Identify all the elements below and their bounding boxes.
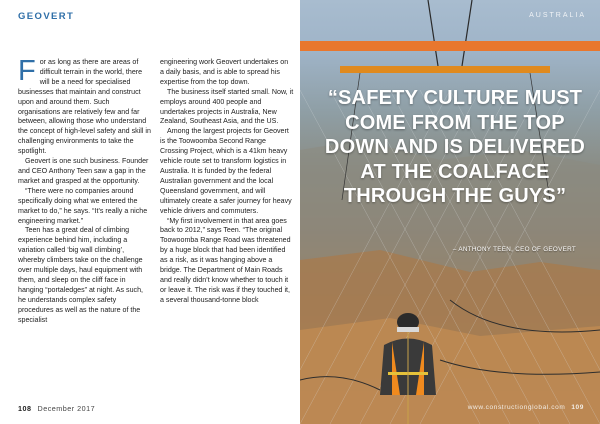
page-footer-right bbox=[468, 404, 584, 411]
article-paragraph: Geovert is one such business. Founder and CEO Anthony Teen saw a gap in the market and grasped at the opportunity. bbox=[18, 157, 149, 185]
brand-wordmark: GEOVERT bbox=[18, 11, 75, 22]
crane-cable bbox=[462, 0, 472, 66]
paragraph-text: or as long as there are areas of difficult terrain in the world, there will be a need for specialised businesses that maintain and construct upon and around them. Such organisations are relatively few and far between, allowing those who understand the concept of high-level safety and skill in challenging environments to take the spotlight. bbox=[18, 58, 151, 156]
page-footer bbox=[18, 404, 95, 413]
page-number: 108 bbox=[18, 404, 32, 413]
article-columns bbox=[18, 55, 294, 325]
pull-quote: “SAFETY CULTURE MUST COME FROM THE TOP DOWN AND IS DELIVERED AT THE COALFACE THROUGH THE GUYS” bbox=[324, 87, 586, 207]
article-paragraph bbox=[18, 55, 152, 157]
accent-bar bbox=[300, 41, 600, 51]
crane-cable bbox=[428, 0, 438, 66]
page-number: 109 bbox=[571, 404, 584, 411]
article-column-2 bbox=[160, 58, 294, 325]
article-paragraph: engineering work Geovert undertakes on a daily basis, and is able to spread his expertise from the top down. bbox=[160, 58, 289, 86]
section-tag: AUSTRALIA bbox=[529, 12, 586, 19]
dropcap: F bbox=[18, 55, 36, 87]
article-paragraph: The business itself started small. Now, it employs around 400 people and undertakes projects in Australia, New Zealand, Southeast Asia, and the US. bbox=[160, 87, 294, 126]
website-url: www.constructionglobal.com bbox=[467, 404, 566, 411]
article-paragraph: Teen has a great deal of climbing experience behind him, including a variation called ‘big wall climbing’, whereby climbers take on the challenge over multiple days, haul equipment with them, and sleep on the cliff face in hanging “portaledges” at night. As such, he understands complex safety procedures as well as the nature of the specialist bbox=[18, 226, 144, 324]
article-paragraph: Among the largest projects for Geovert is the Toowoomba Second Range Crossing Project, which is a 41km heavy vehicle route set to transform logistics in Australia. It is funded by the federal Australian government and the local Queensland government, and will ultimately create a safer journey for heavy vehicle drivers and commuters. bbox=[160, 127, 292, 215]
article-column-1 bbox=[18, 55, 152, 325]
quote-attribution: – ANTHONY TEEN, CEO OF GEOVERT bbox=[452, 246, 576, 253]
construction-photo bbox=[300, 0, 600, 424]
spreader-beam bbox=[340, 66, 550, 73]
article-paragraph: “There were no companies around specifically doing what we entered the market to do,” he says. “It’s really a niche engineering market.” bbox=[18, 186, 148, 225]
issue-date: December 2017 bbox=[37, 404, 96, 413]
article-paragraph: “My first involvement in that area goes back to 2012,” says Teen. “The original Toowoomba Range Road was threatened by a huge block that had been identified as a risk, as it was hanging above a bridge. The Department of Main Roads and really didn’t know whether to touch it or leave it. The risk was if they touched it, a several thousand-tonne block bbox=[160, 216, 291, 304]
right-page-photo bbox=[300, 0, 600, 424]
